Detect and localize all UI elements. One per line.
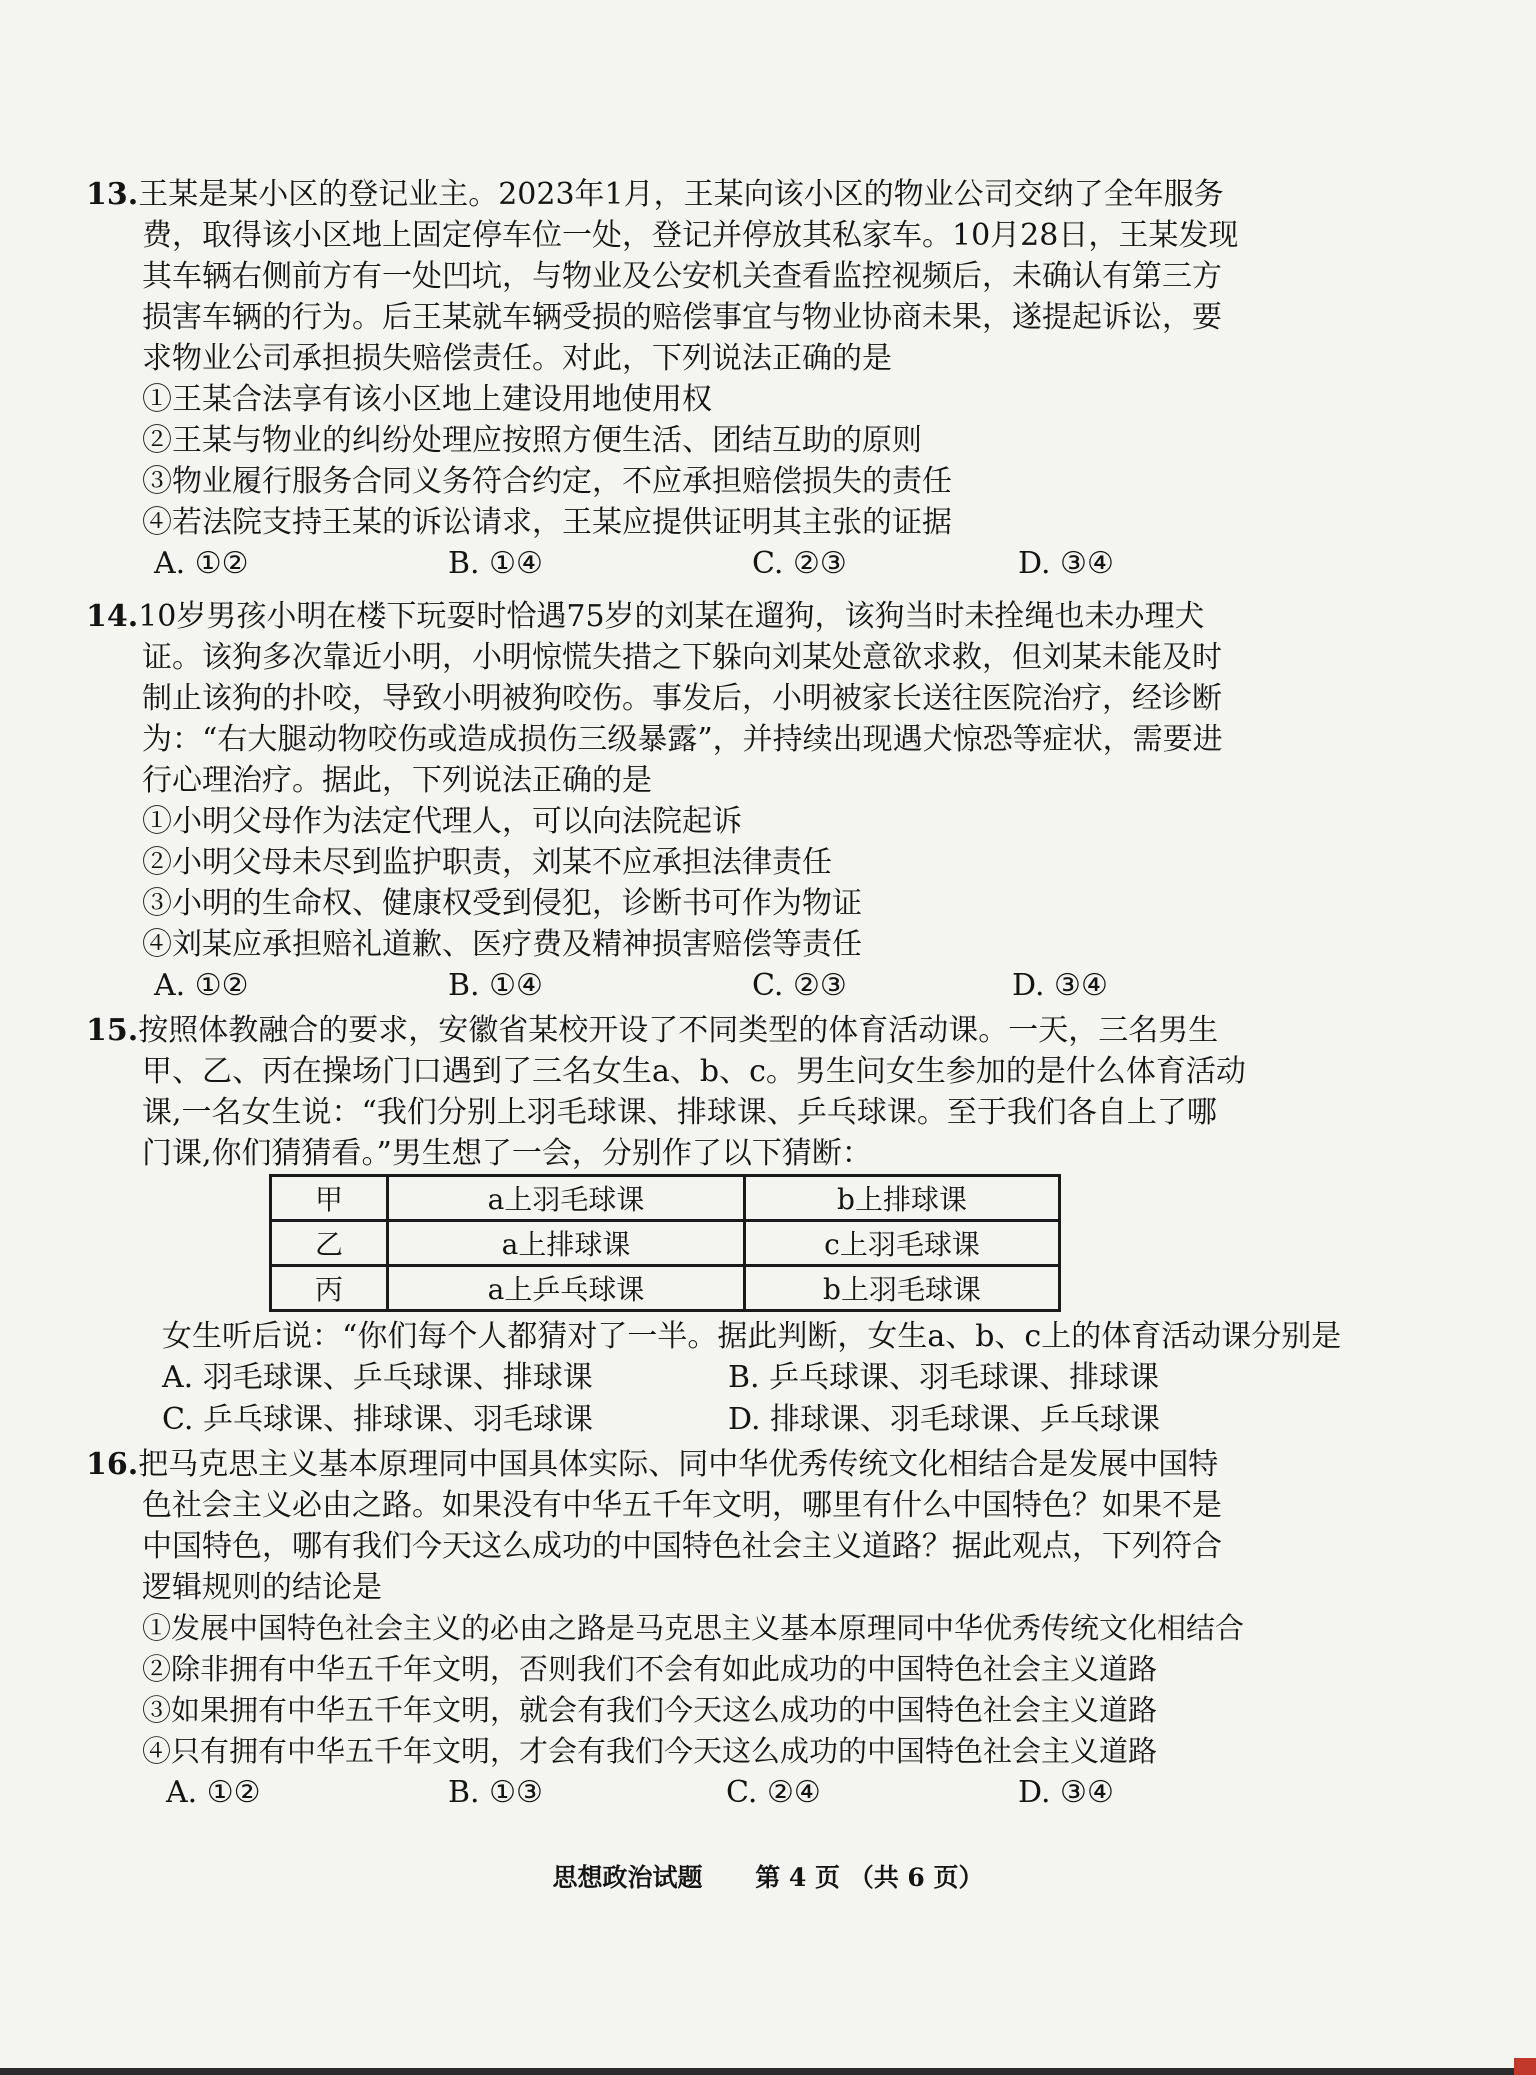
- guess-table: [269, 1174, 1061, 1312]
- statement-3: ③物业履行服务合同义务符合约定，不应承担赔偿损失的责任: [142, 464, 952, 499]
- table-cell: 甲: [271, 1176, 388, 1221]
- question-13: [86, 174, 1246, 585]
- choice-b[interactable]: B. ①③: [448, 1775, 543, 1810]
- scan-edge-mark: [1514, 2058, 1536, 2075]
- question-stem: 15.按照体教融合的要求，安徽省某校开设了不同类型的体育活动课。一天，三名男生甲、乙、丙在操场门口遇到了三名女生a、b、c。男生问女生参加的是什么体育活动课,一名女生说：“我们分别上羽毛球课、排球课、乒乓球课。至于我们各自上了哪门课,你们猜猜看。”男生想了一会，分别作了以下猜断：: [86, 1013, 1246, 1171]
- question-number: 16.: [86, 1447, 139, 1482]
- choice-b[interactable]: B. 乒乓球课、羽毛球课、排球课: [728, 1360, 1160, 1395]
- choice-d[interactable]: D. ③④: [1012, 968, 1108, 1003]
- question-16: [86, 1444, 1246, 1814]
- statement-2: ②王某与物业的纠纷处理应按照方便生活、团结互助的原则: [142, 423, 922, 458]
- choice-d[interactable]: D. ③④: [1018, 1775, 1114, 1810]
- statement-1: ①小明父母作为法定代理人，可以向法院起诉: [142, 804, 742, 839]
- question-followup: 女生听后说：“你们每个人都猜对了一半。据此判断，女生a、b、c上的体育活动课分别是: [162, 1319, 1342, 1354]
- scan-edge: [0, 2068, 1536, 2075]
- choice-c[interactable]: C. ②④: [726, 1775, 821, 1810]
- table-cell: a上羽毛球课: [388, 1176, 745, 1221]
- choice-c[interactable]: C. 乒乓球课、排球课、羽毛球课: [162, 1402, 593, 1437]
- question-14: [86, 596, 1246, 1007]
- table-row: [271, 1221, 1060, 1266]
- answer-choices: [86, 965, 1246, 1007]
- answer-choices-row-2: [86, 1399, 1246, 1441]
- choice-d[interactable]: D. 排球课、羽毛球课、乒乓球课: [728, 1402, 1161, 1437]
- question-number: 13.: [86, 177, 139, 212]
- choice-d[interactable]: D. ③④: [1018, 546, 1114, 581]
- question-stem: 16.把马克思主义基本原理同中国具体实际、同中华优秀传统文化相结合是发展中国特色社会主义必由之路。如果没有中华五千年文明，哪里有什么中国特色？如果不是中国特色，哪有我们今天这么成功的中国特色社会主义道路？据此观点，下列符合逻辑规则的结论是: [86, 1447, 1222, 1605]
- footer-page-number: 第 4 页 （共 6 页）: [755, 1863, 984, 1892]
- choice-b[interactable]: B. ①④: [448, 968, 543, 1003]
- choice-a[interactable]: A. ①②: [166, 1775, 261, 1810]
- choice-a[interactable]: A. ①②: [154, 546, 249, 581]
- footer-subject: 思想政治试题: [552, 1863, 703, 1892]
- question-number: 14.: [86, 599, 139, 634]
- table-cell: b上羽毛球课: [745, 1266, 1060, 1311]
- table-cell: 乙: [271, 1221, 388, 1266]
- choice-b[interactable]: B. ①④: [448, 546, 543, 581]
- table-cell: a上排球课: [388, 1221, 745, 1266]
- table-cell: c上羽毛球课: [745, 1221, 1060, 1266]
- statement-4: ④只有拥有中华五千年文明，才会有我们今天这么成功的中国特色社会主义道路: [142, 1734, 1158, 1768]
- choice-c[interactable]: C. ②③: [752, 968, 847, 1003]
- page-footer: [0, 1858, 1536, 1894]
- table-row: [271, 1266, 1060, 1311]
- question-number: 15.: [86, 1013, 139, 1048]
- table-cell: b上排球课: [745, 1176, 1060, 1221]
- question-15: [86, 1010, 1342, 1441]
- table-row: [271, 1176, 1060, 1221]
- choice-a[interactable]: A. ①②: [154, 968, 249, 1003]
- answer-choices: [86, 543, 1246, 585]
- statement-3: ③小明的生命权、健康权受到侵犯，诊断书可作为物证: [142, 886, 862, 921]
- choice-a[interactable]: A. 羽毛球课、乒乓球课、排球课: [162, 1360, 593, 1395]
- answer-choices: [86, 1772, 1246, 1814]
- statement-3: ③如果拥有中华五千年文明，就会有我们今天这么成功的中国特色社会主义道路: [142, 1693, 1158, 1727]
- table-cell: 丙: [271, 1266, 388, 1311]
- statement-1: ①发展中国特色社会主义的必由之路是马克思主义基本原理同中华优秀传统文化相结合: [142, 1611, 1245, 1645]
- statement-1: ①王某合法享有该小区地上建设用地使用权: [142, 382, 712, 417]
- choice-c[interactable]: C. ②③: [752, 546, 847, 581]
- answer-choices-row-1: [86, 1357, 1246, 1399]
- statement-4: ④刘某应承担赔礼道歉、医疗费及精神损害赔偿等责任: [142, 927, 862, 962]
- statement-2: ②除非拥有中华五千年文明，否则我们不会有如此成功的中国特色社会主义道路: [142, 1652, 1158, 1686]
- table-cell: a上乒乓球课: [388, 1266, 745, 1311]
- statement-4: ④若法院支持王某的诉讼请求，王某应提供证明其主张的证据: [142, 505, 952, 540]
- question-stem: 13.王某是某小区的登记业主。2023年1月，王某向该小区的物业公司交纳了全年服务费，取得该小区地上固定停车位一处，登记并停放其私家车。10月28日，王某发现其车辆右侧前方有一处凹坑，与物业及公安机关查看监控视频后，未确认有第三方损害车辆的行为。后王某就车辆受损的赔偿事宜与物业协商未果，遂提起诉讼，要求物业公司承担损失赔偿责任。对此，下列说法正确的是: [86, 177, 1239, 376]
- statement-2: ②小明父母未尽到监护职责，刘某不应承担法律责任: [142, 845, 832, 880]
- question-stem: 14.10岁男孩小明在楼下玩耍时恰遇75岁的刘某在遛狗，该狗当时未拴绳也未办理犬证。该狗多次靠近小明，小明惊慌失措之下躲向刘某处意欲求救，但刘某未能及时制止该狗的扑咬，导致小明被狗咬伤。事发后，小明被家长送往医院治疗，经诊断为：“右大腿动物咬伤或造成损伤三级暴露”，并持续出现遇犬惊恐等症状，需要进行心理治疗。据此，下列说法正确的是: [86, 599, 1223, 798]
